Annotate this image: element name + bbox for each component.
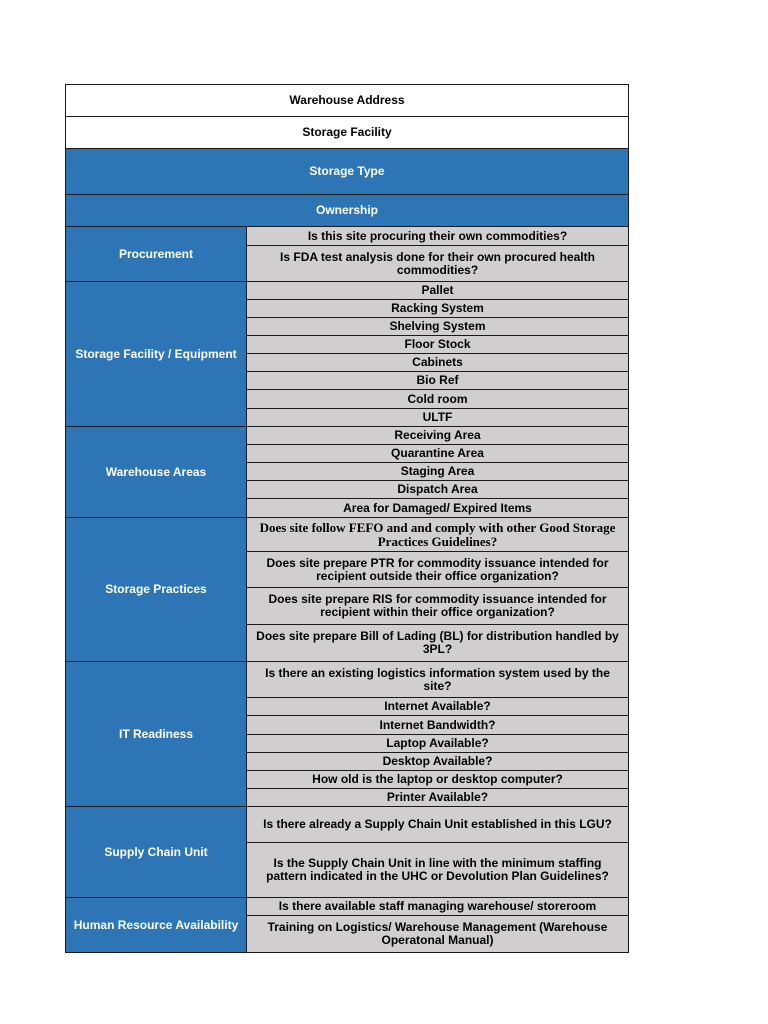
question-cell: Desktop Available? bbox=[247, 753, 629, 771]
assessment-table bbox=[65, 84, 629, 953]
question-cell: Cold room bbox=[247, 390, 629, 409]
question-cell: Internet Bandwidth? bbox=[247, 716, 629, 735]
question-cell: Printer Available? bbox=[247, 789, 629, 807]
question-cell: Pallet bbox=[247, 282, 629, 300]
question-cell: Laptop Available? bbox=[247, 735, 629, 753]
table-row bbox=[66, 518, 629, 552]
table-row bbox=[66, 427, 629, 445]
category-procurement: Procurement bbox=[66, 227, 247, 282]
question-cell: Floor Stock bbox=[247, 336, 629, 354]
question-cell: Is this site procuring their own commodities? bbox=[247, 227, 629, 246]
question-cell: Does site prepare PTR for commodity issuance intended for recipient outside their office organization? bbox=[247, 552, 629, 588]
question-cell: ULTF bbox=[247, 409, 629, 427]
question-cell: Is FDA test analysis done for their own procured health commodities? bbox=[247, 246, 629, 282]
table-row bbox=[66, 282, 629, 300]
category-storage-practices: Storage Practices bbox=[66, 518, 247, 662]
question-cell: Internet Available? bbox=[247, 698, 629, 716]
table-row bbox=[66, 898, 629, 916]
category-human-resource-availability: Human Resource Availability bbox=[66, 898, 247, 953]
question-cell: Does site follow FEFO and and comply with other Good Storage Practices Guidelines? bbox=[247, 518, 629, 552]
question-cell: Cabinets bbox=[247, 354, 629, 372]
storage-type-header: Storage Type bbox=[66, 149, 629, 195]
question-cell: Area for Damaged/ Expired Items bbox=[247, 499, 629, 518]
question-cell: Dispatch Area bbox=[247, 481, 629, 499]
question-cell: Racking System bbox=[247, 300, 629, 318]
table-row bbox=[66, 662, 629, 698]
assessment-sheet bbox=[65, 84, 628, 953]
question-cell: How old is the laptop or desktop computer? bbox=[247, 771, 629, 789]
category-storage-facility-equipment: Storage Facility / Equipment bbox=[66, 282, 247, 427]
header-row-warehouse-address bbox=[66, 85, 629, 117]
question-cell: Training on Logistics/ Warehouse Management (Warehouse Operatonal Manual) bbox=[247, 916, 629, 953]
question-cell: Does site prepare RIS for commodity issuance intended for recipient within their office organization? bbox=[247, 588, 629, 625]
ownership-header: Ownership bbox=[66, 195, 629, 227]
question-cell: Is there an existing logistics information system used by the site? bbox=[247, 662, 629, 698]
question-cell: Is there already a Supply Chain Unit established in this LGU? bbox=[247, 807, 629, 843]
question-cell: Bio Ref bbox=[247, 372, 629, 390]
category-it-readiness: IT Readiness bbox=[66, 662, 247, 807]
question-cell: Quarantine Area bbox=[247, 445, 629, 463]
category-supply-chain-unit: Supply Chain Unit bbox=[66, 807, 247, 898]
question-cell: Shelving System bbox=[247, 318, 629, 336]
category-warehouse-areas: Warehouse Areas bbox=[66, 427, 247, 518]
table-row bbox=[66, 227, 629, 246]
question-cell: Receiving Area bbox=[247, 427, 629, 445]
storage-facility-header: Storage Facility bbox=[66, 117, 629, 149]
header-row-storage-facility bbox=[66, 117, 629, 149]
header-row-storage-type bbox=[66, 149, 629, 195]
table-row bbox=[66, 807, 629, 843]
question-cell: Staging Area bbox=[247, 463, 629, 481]
header-row-ownership bbox=[66, 195, 629, 227]
question-cell: Is there available staff managing warehouse/ storeroom bbox=[247, 898, 629, 916]
question-cell: Does site prepare Bill of Lading (BL) for distribution handled by 3PL? bbox=[247, 625, 629, 662]
warehouse-address-header: Warehouse Address bbox=[66, 85, 629, 117]
question-cell: Is the Supply Chain Unit in line with the minimum staffing pattern indicated in the UHC or Devolution Plan Guidelines? bbox=[247, 843, 629, 898]
